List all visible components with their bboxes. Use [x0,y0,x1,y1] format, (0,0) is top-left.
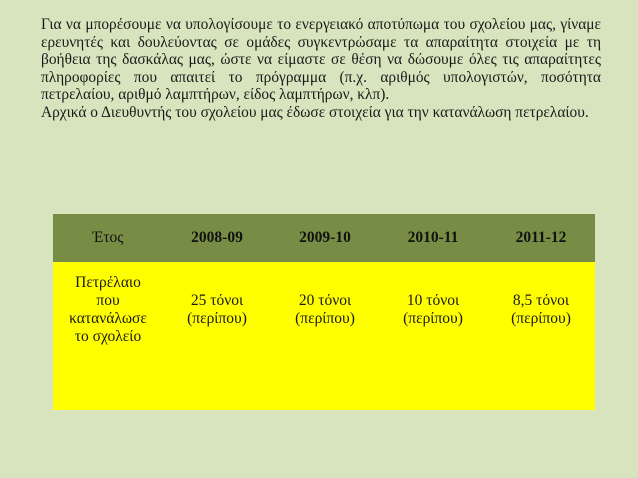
oil-consumption-table [53,214,595,410]
intro-text [41,16,601,122]
value-note: (περίπου) [187,310,247,327]
row-label-line: κατανάλωσε [69,310,147,327]
table-header-row [53,214,595,262]
row-label-line: που [96,292,120,309]
table-row [53,262,595,410]
row-label [53,262,163,410]
intro-paragraph: Αρχικά ο Διευθυντής του σχολείου μας έδωσε στοιχεία για την κατανάλωση πετρελαίου. [41,103,589,121]
value-cell [379,262,487,410]
header-cell: 2008-09 [163,214,271,262]
value-note: (περίπου) [511,310,571,327]
value-amount: 10 τόνοι [406,292,460,309]
value-cell [271,262,379,410]
value-note: (περίπου) [295,310,355,327]
header-cell: 2009-10 [271,214,379,262]
value-cell [487,262,595,410]
header-cell: 2011-12 [487,214,595,262]
row-label-line: το σχολείο [74,328,142,345]
header-cell-year: Έτος [53,214,163,262]
header-cell: 2010-11 [379,214,487,262]
value-note: (περίπου) [403,310,463,327]
value-amount: 20 τόνοι [298,292,352,309]
row-label-line: Πετρέλαιο [75,274,141,291]
value-amount: 8,5 τόνοι [512,292,570,309]
value-cell [163,262,271,410]
intro-paragraph: Για να μπορέσουμε να υπολογίσουμε το ενεργειακό αποτύπωμα του σχολείου μας, γίναμε ερευνητές και δουλεύοντας σε ομάδες συγκεντρώσαμε τα απαραίτητα στοιχεία με τη βοήθεια της δασκάλας μας, ώστε να είμαστε σε θέση να δώσουμε όλες τις απαραίτητες πληροφορίες που απαιτεί το πρόγραμμα (π.χ. αριθμός υπολογιστών, ποσότητα πετρελαίου, αριθμό λαμπτήρων, είδος λαμπτήρων, κλπ). [41,16,601,104]
value-amount: 25 τόνοι [190,292,244,309]
